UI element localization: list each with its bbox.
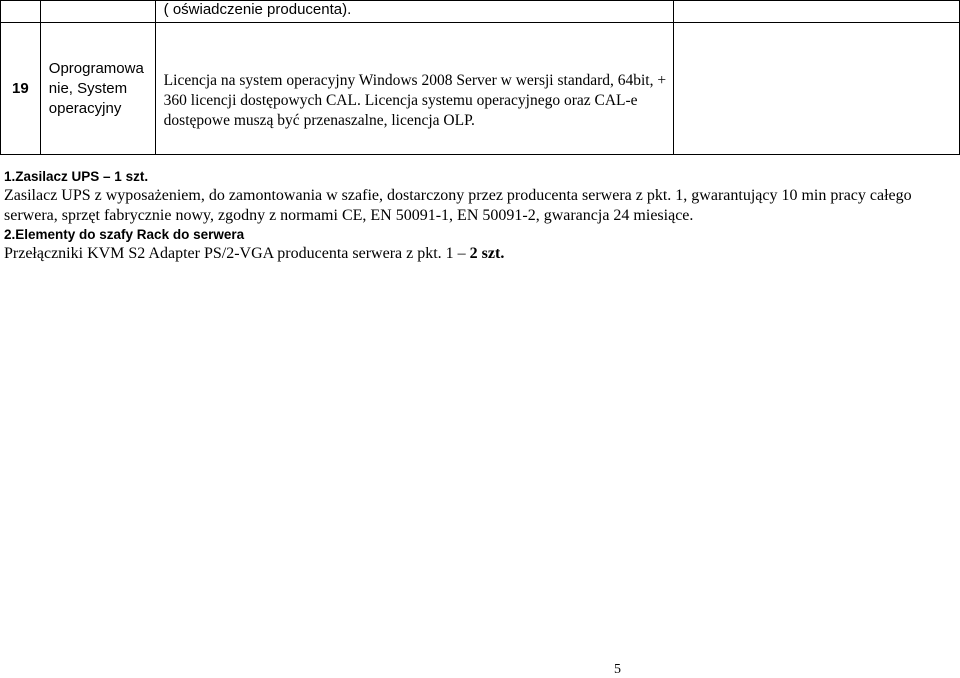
- top-desc-cell: [155, 1, 673, 23]
- row-category: Oprogramowa nie, System operacyjny: [40, 23, 155, 155]
- section1-text: Zasilacz UPS z wyposażeniem, do zamontowania w szafie, dostarczony przez producenta serwera z pkt. 1, gwarantujący 10 min pracy całego serwera, sprzęt fabrycznie nowy, zgodny z normami CE, EN 50091-1, EN 50091-2, gwarancja 24 miesiące.: [4, 187, 912, 224]
- top-num-cell: [1, 1, 41, 23]
- section1-heading: 1.Zasilacz UPS – 1 szt.: [4, 169, 149, 184]
- producer-statement-text: ( oświadczenie producenta).: [163, 1, 352, 18]
- top-empty-cell: [673, 1, 959, 23]
- document-body: [4, 168, 956, 264]
- section2-heading: 2.Elementy do szafy Rack do serwera: [4, 227, 245, 242]
- row-description: Licencja na system operacyjny Windows 2008 Server w wersji standard, 64bit, + 360 licencji dostępowych CAL. Licencja systemu operacyjnego oraz CAL-e dostępowe muszą być przenaszalne, licencja OLP.: [155, 23, 673, 155]
- section2-quantity: 2 szt.: [469, 245, 505, 262]
- page-number: 5: [614, 662, 621, 677]
- section2-text: [4, 244, 956, 264]
- row-number: 19: [1, 23, 41, 155]
- spec-table: [0, 0, 960, 155]
- row-empty-cell: [673, 23, 959, 155]
- section2-text-prefix: Przełączniki KVM S2 Adapter PS/2-VGA producenta serwera z pkt. 1 –: [4, 245, 470, 262]
- top-cat-cell: [40, 1, 155, 23]
